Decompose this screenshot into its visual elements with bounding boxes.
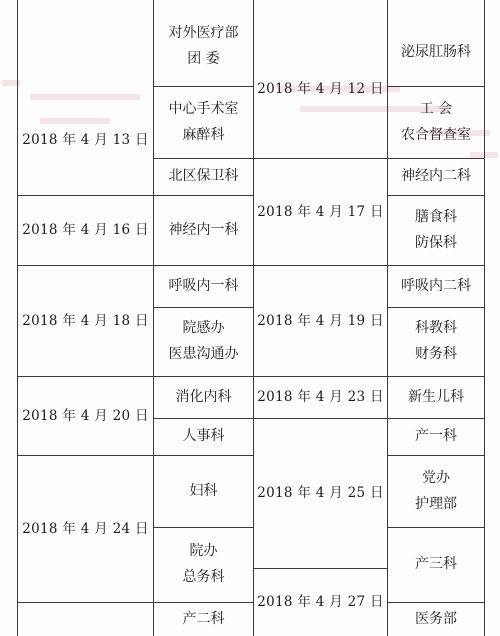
dept-name: 护理部	[415, 495, 457, 512]
dept-name: 院感办	[182, 320, 225, 337]
dept-name: 财务科	[415, 346, 457, 362]
dept-cell	[154, 456, 253, 527]
date-cell-apr27	[254, 569, 387, 636]
dept-name: 医患沟通办	[168, 346, 239, 362]
date-label: 2018 年 4 月 16 日	[22, 222, 149, 239]
dept-name: 对外医疗部	[168, 25, 239, 42]
date-label: 2018 年 4 月 23 日	[257, 389, 384, 406]
dept-name: 泌尿肛肠科	[401, 44, 471, 61]
date-label: 2018 年 4 月 27 日	[257, 594, 384, 611]
dept-cell	[154, 266, 253, 307]
date-label: 2018 年 4 月 24 日	[22, 520, 149, 537]
date-cell-apr16	[18, 196, 153, 265]
dept-cell	[388, 266, 484, 307]
date-cell-apr24	[18, 456, 153, 602]
dept-name: 院办	[189, 543, 218, 560]
dept-cell	[388, 308, 484, 376]
dept-cell	[388, 20, 484, 86]
dept-cell	[388, 456, 484, 527]
dept-name: 防保科	[415, 234, 457, 251]
dept-cell	[388, 196, 484, 265]
date-label: 2018 年 4 月 12 日	[257, 80, 384, 97]
dept-name: 农合督查室	[401, 126, 471, 143]
date-cell-apr23	[254, 377, 387, 418]
dept-cell	[388, 603, 484, 636]
dept-cell	[154, 87, 253, 158]
dept-name: 北区保卫科	[168, 168, 239, 185]
dept-cell	[154, 377, 253, 418]
dept-name: 总务科	[182, 569, 225, 585]
dept-cell	[388, 377, 484, 418]
dept-name: 麻醉科	[182, 126, 225, 143]
dept-cell	[388, 419, 484, 455]
dept-name: 中心手术室	[168, 100, 239, 117]
dept-name: 呼吸内一科	[168, 277, 239, 294]
date-cell-apr18	[18, 266, 153, 376]
dept-name: 神经内二科	[401, 168, 471, 185]
dept-cell	[154, 8, 253, 86]
dept-name: 呼吸内二科	[401, 277, 471, 294]
dept-name: 产三科	[415, 556, 457, 573]
dept-name: 消化内科	[175, 388, 232, 405]
date-label: 2018 年 4 月 20 日	[22, 407, 149, 424]
dept-name: 医务部	[415, 610, 457, 627]
dept-cell	[154, 528, 253, 602]
dept-name: 人事科	[182, 428, 225, 445]
dept-name: 产一科	[415, 428, 457, 445]
dept-name: 科教科	[415, 320, 457, 337]
dept-name: 妇科	[189, 482, 218, 499]
dept-name: 新生儿科	[408, 388, 464, 405]
dept-name: 膳食科	[415, 208, 457, 225]
date-label: 2018 年 4 月 18 日	[22, 312, 149, 329]
dept-name: 工 会	[419, 100, 453, 117]
dept-name: 党办	[422, 469, 450, 486]
dept-cell	[154, 196, 253, 265]
date-label: 2018 年 4 月 17 日	[257, 203, 384, 220]
dept-cell	[154, 308, 253, 376]
dept-name: 团 委	[187, 51, 220, 67]
dept-cell	[388, 159, 484, 195]
date-label: 2018 年 4 月 13 日	[22, 132, 149, 149]
dept-cell	[388, 87, 484, 158]
date-cell-apr13	[18, 86, 153, 195]
date-cell-apr19	[254, 266, 387, 376]
date-cell-apr17	[254, 159, 387, 265]
dept-cell	[388, 528, 484, 602]
dept-name: 产二科	[182, 610, 225, 627]
dept-name: 神经内一科	[168, 221, 239, 238]
dept-cell	[154, 603, 253, 636]
dept-cell	[154, 159, 253, 195]
date-label: 2018 年 4 月 19 日	[257, 312, 384, 329]
date-cell-apr12	[254, 20, 387, 158]
date-cell-apr25	[254, 419, 387, 568]
date-cell-apr20	[18, 377, 153, 455]
date-label: 2018 年 4 月 25 日	[257, 485, 384, 502]
dept-cell	[154, 419, 253, 455]
